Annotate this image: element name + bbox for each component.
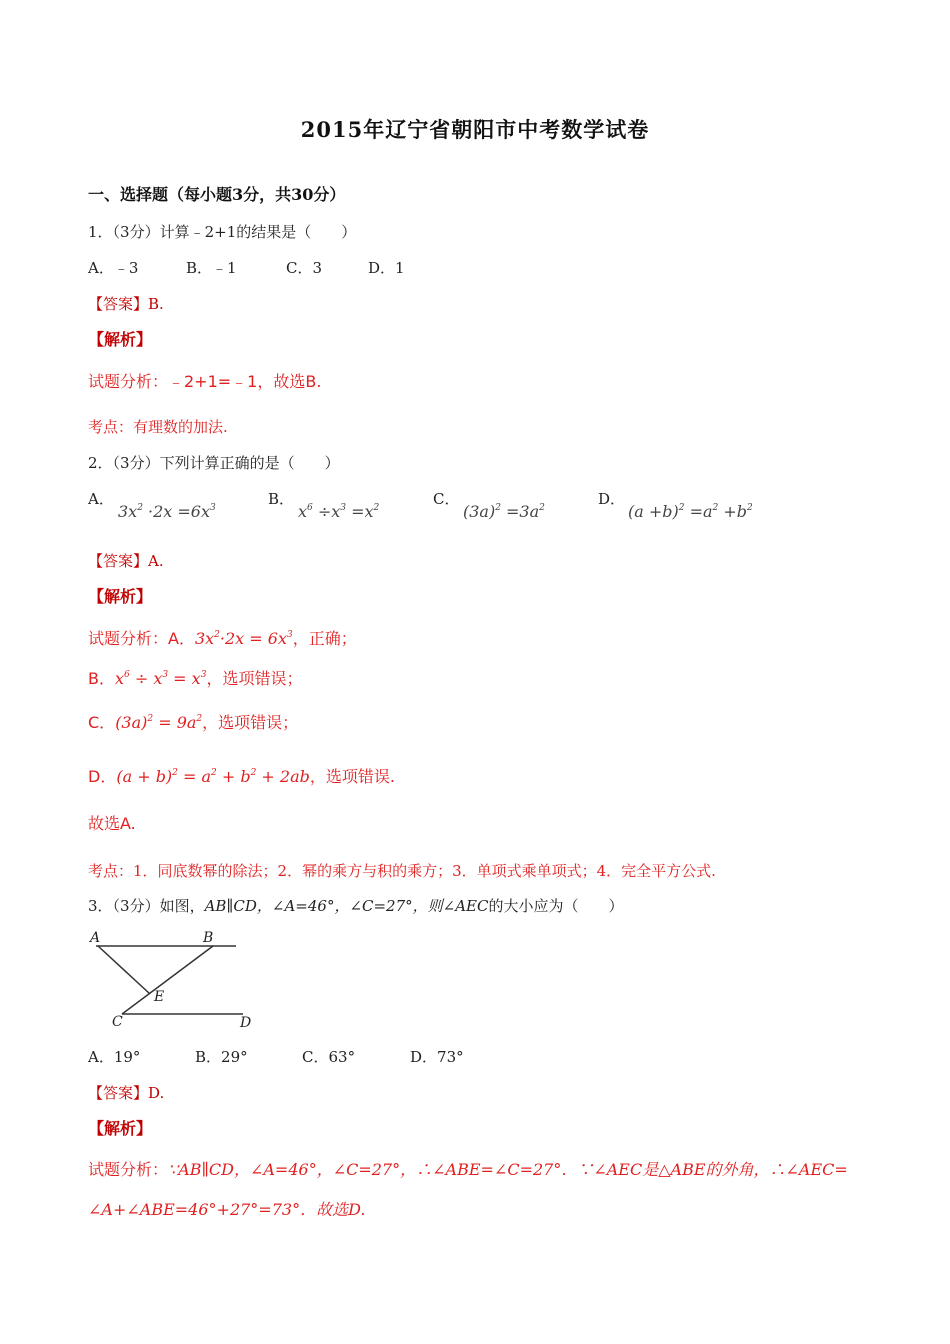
- q2-option-d-label: D．: [598, 490, 626, 508]
- q3-stem-prefix: 3．（3分）如图，: [88, 897, 205, 915]
- q3-analysis-text1: ∵AB∥CD，∠A=46°，∠C=27°，∴∠ABE=∠C=27°．∵∠AEC是△ABE的外角，∴∠AEC=: [168, 1160, 848, 1179]
- q2-line-b-formula: $x^6 \div x^3 = x^3$: [114, 669, 207, 688]
- q3-stem: [88, 895, 623, 916]
- q1-option-b: B．﹣1: [186, 259, 237, 277]
- q2-line-c-formula: $(3a)^2 = 9a^2$: [115, 713, 203, 732]
- label-e: E: [154, 989, 165, 1005]
- q2-answer: 【答案】A.: [88, 552, 164, 570]
- page-title: 2015年辽宁省朝阳市中考数学试卷: [300, 117, 650, 142]
- q2-line-c-prefix: C．: [88, 713, 116, 732]
- label-c: C: [112, 1014, 123, 1030]
- q1-option-d: D．1: [368, 259, 405, 277]
- q1-analysis: 试题分析：﹣2+1=﹣1，故选B.: [88, 372, 322, 391]
- q3-stem-suffix: 的大小应为（ ）: [488, 897, 624, 915]
- q3-option-b: B．29°: [195, 1048, 248, 1066]
- q1-option-a: A．﹣3: [88, 259, 139, 277]
- q2-option-a-label: A．: [88, 490, 114, 508]
- q2-kaodian: 考点：1．同底数幂的除法；2．幂的乘方与积的乘方；3．单项式乘单项式；4．完全平方公式.: [88, 862, 716, 880]
- q2-analysis-line-d: [88, 764, 395, 787]
- q2-conclusion: 故选A.: [88, 814, 136, 833]
- q1-analysis-label: 【解析】: [88, 330, 153, 349]
- section-heading: 一、选择题（每小题3分，共30分）: [88, 185, 346, 204]
- q2-line-a-formula: $3x^2\cdot 2x = 6x^3$: [194, 629, 293, 648]
- q3-option-c: C．63°: [302, 1048, 356, 1066]
- q2-line-b-suffix: ，选项错误；: [206, 669, 303, 688]
- q3-analysis-line2: [88, 1197, 365, 1220]
- q2-line-a-prefix: 试题分析：A．: [88, 629, 195, 648]
- label-a: A: [90, 930, 101, 946]
- q1-answer: 【答案】B.: [88, 295, 164, 313]
- q2-option-a-formula: $3x^2 \cdot 2x =6x^3$: [118, 502, 216, 521]
- q2-line-b-prefix: B．: [88, 669, 115, 688]
- q2-stem: 2．（3分）下列计算正确的是（ ）: [88, 454, 340, 472]
- q3-analysis-line1: [88, 1157, 848, 1180]
- q2-analysis-line-b: [88, 666, 302, 689]
- q3-analysis-prefix: 试题分析：: [88, 1160, 169, 1179]
- q2-line-c-suffix: ，选项错误；: [202, 713, 299, 732]
- q3-analysis-label: 【解析】: [88, 1119, 153, 1138]
- segment-ae: [98, 946, 150, 994]
- q3-option-d: D．73°: [410, 1048, 464, 1066]
- q2-option-b-label: B．: [268, 490, 295, 508]
- label-b: B: [203, 930, 214, 946]
- q3-analysis-text2: ∠A+∠ABE=46°+27°=73°．故选D.: [88, 1200, 366, 1219]
- q2-line-d-formula: $(a + b)^2 = a^2 + b^2 + 2ab$: [116, 767, 310, 786]
- q2-line-d-suffix: ，选项错误.: [309, 767, 395, 786]
- q3-answer: 【答案】D.: [88, 1084, 165, 1102]
- q2-option-d-formula: $(a +b)^2 =a^2 +b^2$: [628, 502, 753, 521]
- q2-line-a-suffix: ，正确；: [292, 629, 357, 648]
- label-d: D: [240, 1015, 252, 1031]
- q2-analysis-label: 【解析】: [88, 587, 153, 606]
- q2-analysis-line-a: [88, 626, 357, 649]
- parallel-lines-figure: [88, 926, 263, 1031]
- q1-stem: 1．（3分）计算﹣2+1的结果是（ ）: [88, 223, 357, 241]
- q2-line-d-prefix: D．: [88, 767, 117, 786]
- q2-option-b-formula: $x^6 \div x^3 =x^2$: [298, 502, 380, 521]
- q2-option-c-label: C．: [433, 490, 460, 508]
- q3-stem-math: AB∥CD，∠A=46°，∠C=27°，则∠AEC: [204, 897, 489, 915]
- q3-option-a: A．19°: [88, 1048, 141, 1066]
- q2-analysis-line-c: [88, 710, 298, 733]
- q2-option-c-formula: $(3a)^2 =3a^2$: [463, 502, 545, 521]
- q1-kaodian: 考点：有理数的加法.: [88, 418, 228, 436]
- q1-option-c: C．3: [286, 259, 323, 277]
